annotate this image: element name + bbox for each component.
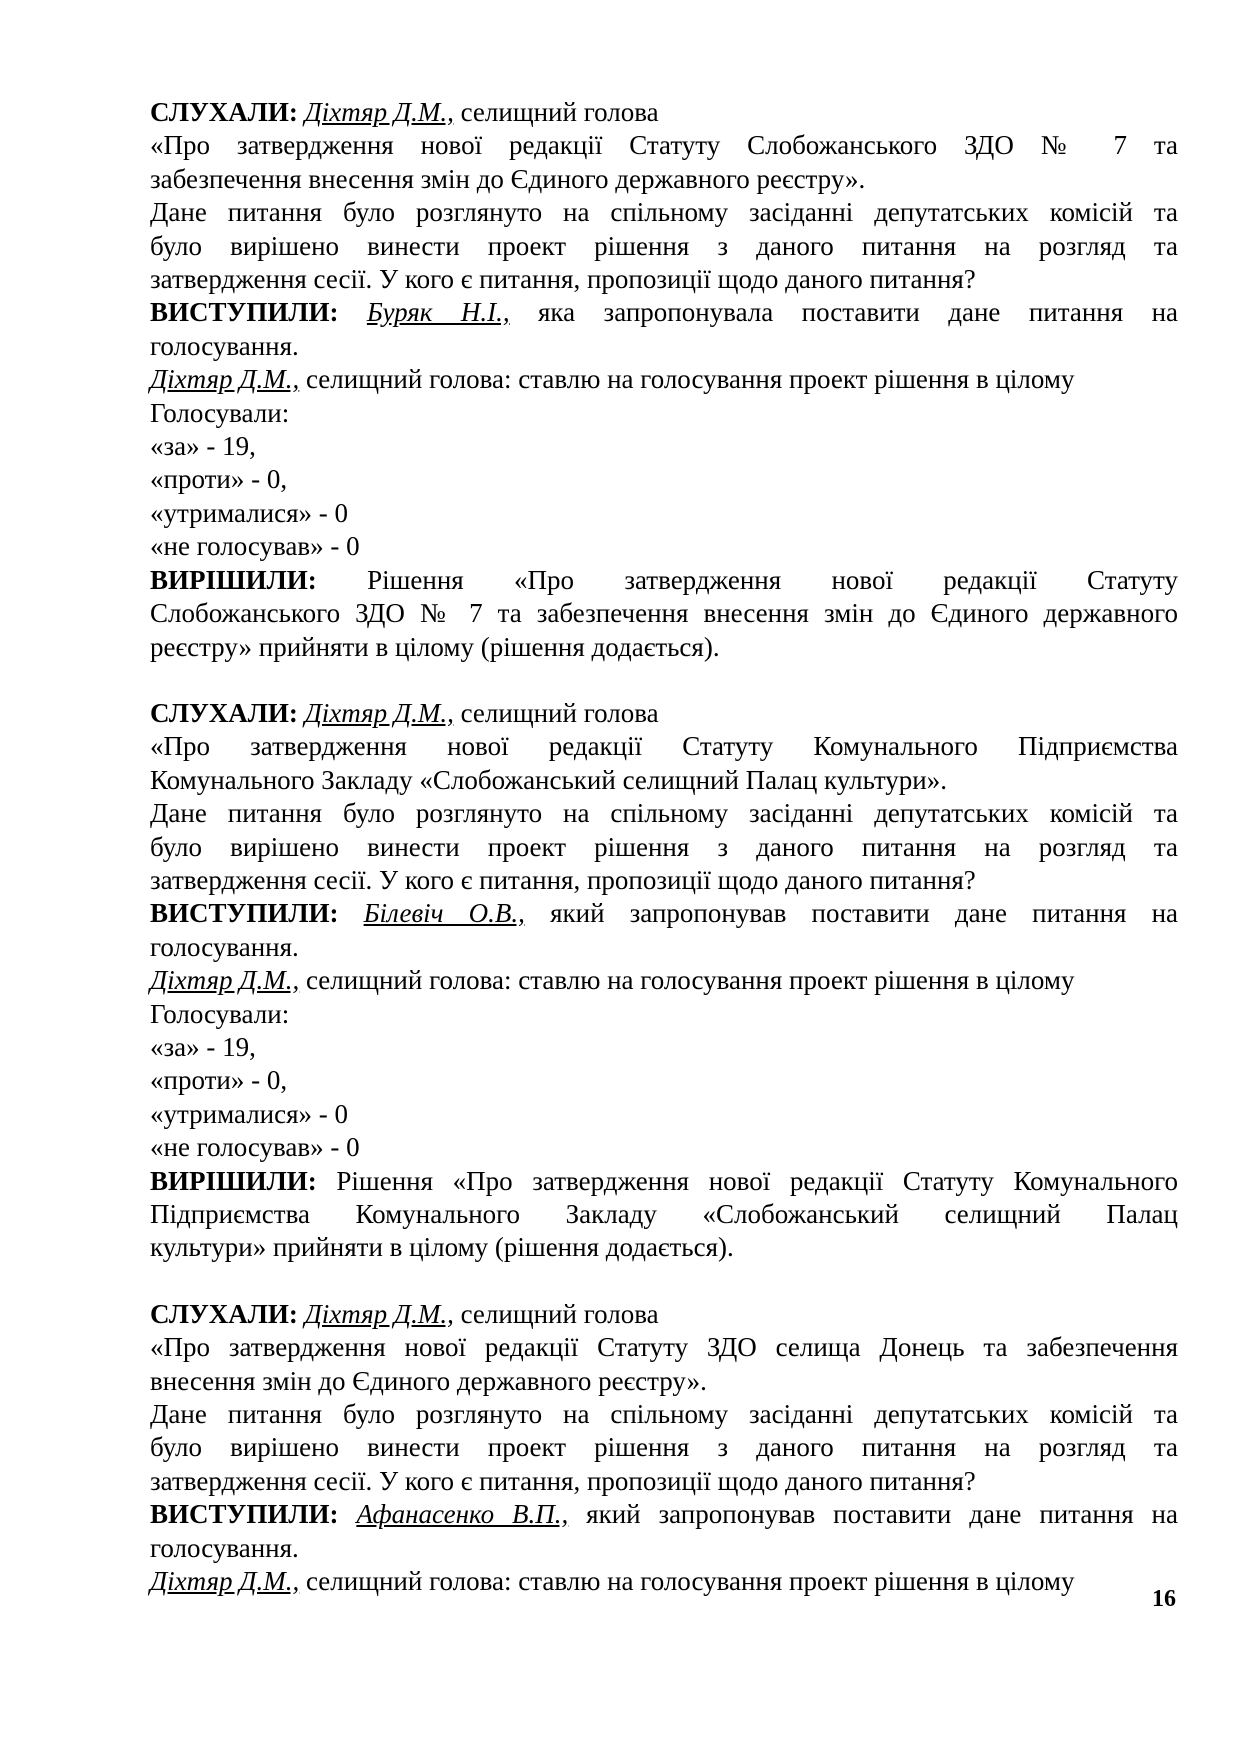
agenda-title-line: внесення змін до Єдиного державного реєстру». <box>150 1365 707 1396</box>
section-gap <box>150 1265 1178 1298</box>
chair-name: Діхтяр Д.М., <box>150 965 300 996</box>
decision-text: Рішення «Про затвердження нової редакції Статуту Комунального <box>336 1165 1178 1196</box>
spoke-line <box>150 897 1178 930</box>
agenda-section <box>150 96 1178 664</box>
chair-name: Діхтяр Д.М., <box>304 1298 454 1329</box>
considered-line: затвердження сесії. У кого є питання, пропозиції щодо даного питання? <box>150 864 976 895</box>
decided-line <box>150 564 1178 597</box>
agenda-title-line: «Про затвердження нової редакції Статуту Комунального Підприємства <box>150 731 1178 762</box>
considered-line: було вирішено винести проект рішення з даного питання на розгляд та <box>150 230 1178 261</box>
spoke-label: ВИСТУПИЛИ: <box>150 297 339 328</box>
speaker-text: який запропонував поставити дане питання на <box>550 898 1179 929</box>
spoke-line <box>150 1498 1178 1531</box>
considered-line: Дане питання було розглянуто на спільному засіданні депутатських комісій та <box>150 798 1178 829</box>
chair-role: селищний голова <box>460 97 659 127</box>
speaker-tail: голосування. <box>150 330 299 361</box>
heard-label: СЛУХАЛИ: <box>150 697 298 728</box>
considered-line: було вирішено винести проект рішення з даного питання на розгляд та <box>150 831 1178 862</box>
chair-call: селищний голова: ставлю на голосування проект рішення в цілому <box>305 364 1075 395</box>
decision-line: Підприємства Комунального Закладу «Слобожанський селищний Палац <box>150 1199 1178 1229</box>
heard-label: СЛУХАЛИ: <box>150 1298 298 1329</box>
agenda-section <box>150 1298 1178 1599</box>
chair-name: Діхтяр Д.М., <box>150 1566 300 1597</box>
vote-against: «проти» - 0, <box>150 464 288 495</box>
considered-line: було вирішено винести проект рішення з даного питання на розгляд та <box>150 1432 1178 1463</box>
decision-text: Рішення «Про затвердження нової редакції Статуту <box>367 564 1178 595</box>
chair-role: селищний голова <box>460 1298 659 1329</box>
chair-call-line <box>150 363 1178 396</box>
agenda-title-line: забезпечення внесення змін до Єдиного державного реєстру». <box>150 163 866 194</box>
decision-line: Слобожанського ЗДО № 7 та забезпечення внесення змін до Єдиного державного <box>150 598 1178 629</box>
vote-against: «проти» - 0, <box>150 1065 288 1096</box>
heard-line <box>150 1298 1178 1331</box>
considered-line: Дане питання було розглянуто на спільному засіданні депутатських комісій та <box>150 1399 1178 1430</box>
vote-abstained: «утрималися» - 0 <box>150 497 349 528</box>
section-gap <box>150 664 1178 697</box>
chair-name: Діхтяр Д.М., <box>304 97 454 127</box>
vote-for: «за» - 19, <box>150 431 256 462</box>
speaker-text: який запропонував поставити дане питання на <box>586 1499 1178 1530</box>
chair-call-line <box>150 964 1178 997</box>
considered-line: Дане питання було розглянуто на спільному засіданні депутатських комісій та <box>150 197 1178 228</box>
speaker-tail: голосування. <box>150 931 299 962</box>
speaker-tail: голосування. <box>150 1532 299 1563</box>
heard-line <box>150 96 1178 129</box>
agenda-title-line: Комунального Закладу «Слобожанський селищний Палац культури». <box>150 764 948 795</box>
decision-line: культури» прийняти в цілому (рішення додається). <box>150 1232 734 1263</box>
chair-name: Діхтяр Д.М., <box>304 697 454 728</box>
page-number: 16 <box>1152 1586 1176 1612</box>
heard-label: СЛУХАЛИ: <box>150 97 298 127</box>
spoke-label: ВИСТУПИЛИ: <box>150 898 339 929</box>
heard-line <box>150 697 1178 730</box>
speaker-text: яка запропонувала поставити дане питання на <box>538 297 1179 328</box>
voted-label: Голосували: <box>150 998 290 1029</box>
considered-line: затвердження сесії. У кого є питання, пропозиції щодо даного питання? <box>150 1465 976 1496</box>
agenda-title-line: «Про затвердження нової редакції Статуту Слобожанського ЗДО № 7 та <box>150 130 1178 161</box>
chair-role: селищний голова <box>460 697 659 728</box>
decided-line <box>150 1165 1178 1198</box>
spoke-line <box>150 296 1178 329</box>
spoke-label: ВИСТУПИЛИ: <box>150 1499 339 1530</box>
speaker-name: Буряк Н.І., <box>366 297 510 328</box>
speaker-name: Білевіч О.В., <box>363 898 525 929</box>
chair-name: Діхтяр Д.М., <box>150 364 300 395</box>
chair-call-line <box>150 1565 1178 1598</box>
document-body <box>150 96 1178 1598</box>
considered-line: затвердження сесії. У кого є питання, пропозиції щодо даного питання? <box>150 264 976 295</box>
decided-label: ВИРІШИЛИ: <box>150 1165 317 1196</box>
vote-for: «за» - 19, <box>150 1031 256 1062</box>
agenda-title-line: «Про затвердження нової редакції Статуту ЗДО селища Донець та забезпечення <box>150 1332 1178 1363</box>
agenda-section <box>150 697 1178 1265</box>
vote-not-voted: «не голосував» - 0 <box>150 531 360 562</box>
vote-not-voted: «не голосував» - 0 <box>150 1132 360 1163</box>
chair-call: селищний голова: ставлю на голосування проект рішення в цілому <box>305 965 1075 996</box>
voted-label: Голосували: <box>150 397 290 428</box>
chair-call: селищний голова: ставлю на голосування проект рішення в цілому <box>305 1566 1075 1597</box>
decided-label: ВИРІШИЛИ: <box>150 564 317 595</box>
decision-line: реєстру» прийняти в цілому (рішення додається). <box>150 631 720 662</box>
vote-abstained: «утрималися» - 0 <box>150 1098 349 1129</box>
speaker-name: Афанасенко В.П., <box>356 1499 569 1530</box>
